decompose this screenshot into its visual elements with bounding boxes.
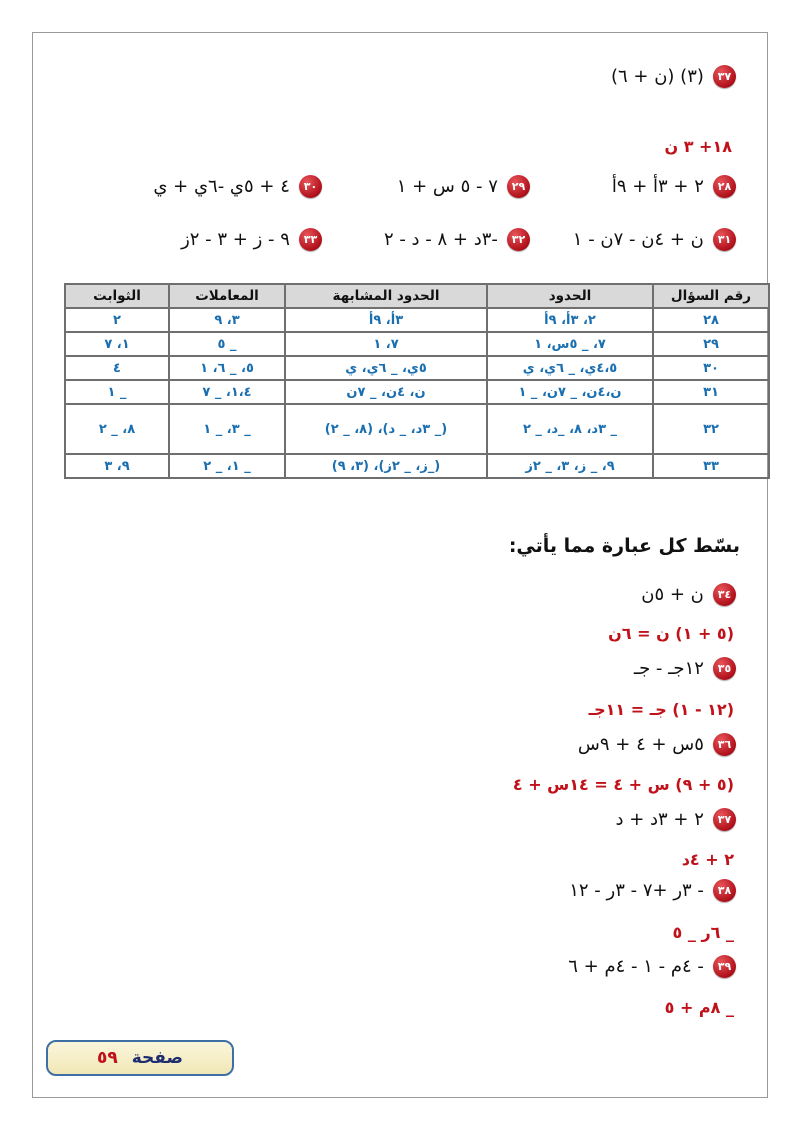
table-cell: ٨، _ ٢ [65, 404, 169, 454]
exercise-28 [612, 175, 736, 198]
table-cell: ٤ [65, 356, 169, 380]
exercise-number-badge: ٣٥ [713, 657, 736, 680]
exercise-expression: (٣) (ن + ٦) [610, 66, 704, 87]
table-header-row [65, 284, 769, 308]
exercise-number-badge: ٣٣ [299, 228, 322, 251]
exercise-expression: ن + ٥ن [641, 584, 704, 605]
table-cell: ٢٨ [653, 308, 769, 332]
exercise-expression: - ٣ر +٧ - ٣ر - ١٢ [569, 880, 704, 901]
exercise-expression: ١٢جـ - جـ [633, 658, 704, 679]
table-cell: ن، ٤ن، _ ٧ن [285, 380, 487, 404]
exercise-expression: ٧ - ٥ س + ١ [396, 176, 498, 197]
page-number: ٥٩ [97, 1048, 118, 1068]
simplify-heading: بسّط كل عبارة مما يأتي: [508, 535, 740, 557]
table-cell: ٣١ [653, 380, 769, 404]
table-cell: _ ١، _ ٢ [169, 454, 285, 478]
table-cell: _ ٥ [169, 332, 285, 356]
table-cell: _ ٣، _ ١ [169, 404, 285, 454]
table-cell: ٩، ٣ [65, 454, 169, 478]
exercise-38-answer: _ ٦ر _ ٥ [672, 923, 734, 942]
table-cell: ٧، ١ [285, 332, 487, 356]
exercise-expression: ٢ + ٣أ + ٩أ [611, 176, 704, 197]
column-header: المعاملات [169, 284, 285, 308]
table-cell: ٥، _ ٦، ١ [169, 356, 285, 380]
exercise-number-badge: ٣٤ [713, 583, 736, 606]
exercise-33 [181, 228, 322, 251]
exercise-number-badge: ٣٧ [713, 808, 736, 831]
exercise-37-answer: ١٨+ ٣ ن [664, 137, 732, 156]
exercise-37-top [611, 65, 736, 88]
exercise-34-answer: (٥ + ١) ن = ٦ن [608, 624, 734, 643]
exercise-number-badge: ٣٢ [507, 228, 530, 251]
table-cell: ٣أ، ٩أ [285, 308, 487, 332]
exercise-30 [153, 175, 322, 198]
column-header: الحدود المشابهة [285, 284, 487, 308]
table-cell: ٣٣ [653, 454, 769, 478]
exercise-36 [578, 733, 736, 756]
exercise-39 [568, 955, 736, 978]
page-number-label [46, 1040, 234, 1076]
table-cell: _ ١ [65, 380, 169, 404]
table-cell: (_ز، _ ٢ز)، (٣، ٩) [285, 454, 487, 478]
exercise-37-answer-b: ٢ + ٤د [681, 850, 734, 869]
page-word: صفحة [131, 1048, 183, 1068]
exercise-36-answer: (٥ + ٩) س + ٤ = ١٤س + ٤ [512, 775, 734, 794]
exercise-29 [397, 175, 530, 198]
exercise-38 [569, 879, 736, 902]
column-header: الثوابت [65, 284, 169, 308]
table-cell: ١، ٧ [65, 332, 169, 356]
exercise-35 [634, 657, 736, 680]
table-cell: _ ٣د، ٨، _د، _ ٢ [487, 404, 653, 454]
exercise-number-badge: ٣٧ [713, 65, 736, 88]
exercise-35-answer: (١٢ - ١) جـ = ١١جـ [588, 700, 734, 719]
exercise-expression: ٥س + ٤ + ٩س [577, 734, 704, 755]
exercise-number-badge: ٣٦ [713, 733, 736, 756]
exercise-number-badge: ٣١ [713, 228, 736, 251]
exercise-number-badge: ٢٨ [713, 175, 736, 198]
table-cell: ٤،٥ي، _ ٦ي، ي [487, 356, 653, 380]
exercise-number-badge: ٣٩ [713, 955, 736, 978]
exercise-34 [641, 583, 736, 606]
terms-table [64, 283, 770, 479]
table-row [65, 404, 769, 454]
column-header: رقم السؤال [653, 284, 769, 308]
table-cell: ٣٢ [653, 404, 769, 454]
exercise-expression: ٢ + ٣د + د [615, 809, 704, 830]
exercise-32 [384, 228, 530, 251]
table-row [65, 308, 769, 332]
table-row [65, 332, 769, 356]
exercise-expression: ن + ٤ن - ٧ن - ١ [572, 229, 704, 250]
table-cell: ٣٠ [653, 356, 769, 380]
table-cell: ٧، _ ٥س، ١ [487, 332, 653, 356]
exercise-37 [615, 808, 736, 831]
exercise-expression: ٤ + ٥ي -٦ي + ي [153, 176, 290, 197]
table-row [65, 356, 769, 380]
table-cell: ٩، _ ز، ٣، _ ٢ز [487, 454, 653, 478]
table-row [65, 454, 769, 478]
exercise-expression: ٩ - ز + ٣ - ٢ز [181, 229, 290, 250]
table-cell: ن،٤ن، _ ٧ن، _ ١ [487, 380, 653, 404]
table-cell: ٢٩ [653, 332, 769, 356]
table-cell: ٢ [65, 308, 169, 332]
table-cell: ١،٤، _ ٧ [169, 380, 285, 404]
exercise-31 [573, 228, 736, 251]
exercise-expression: -٣د + ٨ - د - ٢ [383, 229, 498, 250]
exercise-number-badge: ٢٩ [507, 175, 530, 198]
exercise-39-answer: _ ٨م + ٥ [664, 998, 734, 1017]
exercise-number-badge: ٣٨ [713, 879, 736, 902]
exercise-expression: - ٤م - ١ - ٤م + ٦ [568, 956, 704, 977]
exercise-number-badge: ٣٠ [299, 175, 322, 198]
table-cell: ٣، ٩ [169, 308, 285, 332]
table-row [65, 380, 769, 404]
table-cell: (_ ٣د، _ د)، (٨، _ ٢) [285, 404, 487, 454]
table-cell: ٢، ٣أ، ٩أ [487, 308, 653, 332]
column-header: الحدود [487, 284, 653, 308]
table-cell: ٥ي، _ ٦ي، ي [285, 356, 487, 380]
